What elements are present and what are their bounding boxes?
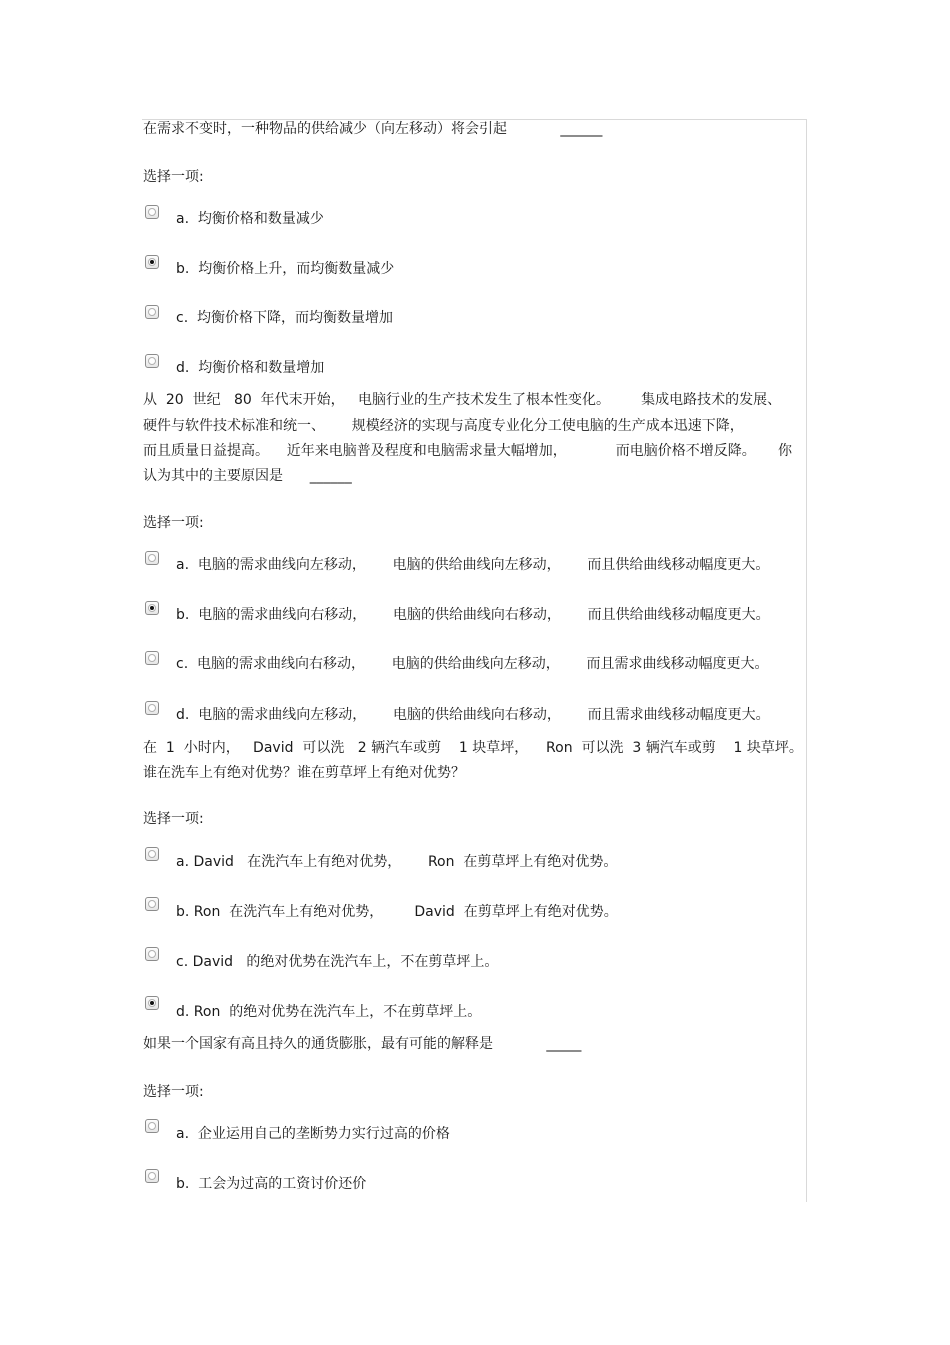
q2-option-c-label: c. 电脑的需求曲线向右移动， 电脑的供给曲线向左移动， 而且需求曲线移动幅度更大。 xyxy=(176,656,769,672)
q2-option-b-label: b. 电脑的需求曲线向右移动， 电脑的供给曲线向右移动， 而且供给曲线移动幅度更大。 xyxy=(176,607,770,623)
q4-option-a-radio[interactable] xyxy=(145,1119,159,1133)
question-2-text-line-4: 认为其中的主要原因是 ______ xyxy=(143,468,352,484)
q4-option-b-label: b. 工会为过高的工资讨价还价 xyxy=(176,1176,367,1192)
q1-option-b-label: b. 均衡价格上升，而均衡数量减少 xyxy=(176,261,395,277)
question-4-text: 如果一个国家有高且持久的通货膨胀，最有可能的解释是 _____ xyxy=(143,1036,582,1052)
q2-option-b-radio[interactable] xyxy=(145,601,159,615)
q4-option-b-radio[interactable] xyxy=(145,1169,159,1183)
question-1-prompt: 选择一项: xyxy=(143,169,204,185)
question-2-text-line-3: 而且质量日益提高。 近年来电脑普及程度和电脑需求量大幅增加， 而电脑价格不增反降。 你 xyxy=(143,443,793,459)
q4-option-a-label: a. 企业运用自己的垄断势力实行过高的价格 xyxy=(176,1126,450,1142)
q3-option-c-label: c. David 的绝对优势在洗汽车上，不在剪草坪上。 xyxy=(176,954,499,970)
q3-option-c-radio[interactable] xyxy=(145,947,159,961)
question-2-text-line-2: 硬件与软件技术标准和统一、 规模经济的实现与高度专业化分工使电脑的生产成本迅速下降， xyxy=(143,418,744,434)
q1-option-c-label: c. 均衡价格下降，而均衡数量增加 xyxy=(176,310,394,326)
q1-option-d-radio[interactable] xyxy=(145,354,159,368)
q1-option-c-radio[interactable] xyxy=(145,305,159,319)
question-2-prompt: 选择一项: xyxy=(143,515,204,531)
question-3-text-line-1: 在 1 小时内， David 可以洗 2 辆汽车或剪 1 块草坪， Ron 可以洗 3 辆汽车或剪 1 块草坪。 xyxy=(143,740,803,756)
q1-option-a-label: a. 均衡价格和数量减少 xyxy=(176,211,324,227)
question-3-text-line-2: 谁在洗车上有绝对优势？谁在剪草坪上有绝对优势？ xyxy=(143,765,465,781)
q3-option-a-radio[interactable] xyxy=(145,847,159,861)
q2-option-a-radio[interactable] xyxy=(145,551,159,565)
q1-option-b-radio[interactable] xyxy=(145,255,159,269)
q3-option-a-label: a. David 在洗汽车上有绝对优势， Ron 在剪草坪上有绝对优势。 xyxy=(176,854,618,870)
q2-option-d-radio[interactable] xyxy=(145,701,159,715)
question-3-prompt: 选择一项: xyxy=(143,811,204,827)
q3-option-d-radio[interactable] xyxy=(145,996,159,1010)
q3-option-d-label: d. Ron 的绝对优势在洗汽车上，不在剪草坪上。 xyxy=(176,1004,482,1020)
question-2-text-line-1: 从 20 世纪 80 年代末开始， 电脑行业的生产技术发生了根本性变化。 集成电路技术的发展、 xyxy=(143,392,782,408)
q1-option-d-label: d. 均衡价格和数量增加 xyxy=(176,360,325,376)
question-1-text: 在需求不变时，一种物品的供给减少（向左移动）将会引起 ______ xyxy=(143,121,603,137)
q2-option-d-label: d. 电脑的需求曲线向左移动， 电脑的供给曲线向右移动， 而且需求曲线移动幅度更大。 xyxy=(176,707,770,723)
q3-option-b-radio[interactable] xyxy=(145,897,159,911)
question-4-prompt: 选择一项: xyxy=(143,1084,204,1100)
q3-option-b-label: b. Ron 在洗汽车上有绝对优势， David 在剪草坪上有绝对优势。 xyxy=(176,904,618,920)
q2-option-c-radio[interactable] xyxy=(145,651,159,665)
q1-option-a-radio[interactable] xyxy=(145,205,159,219)
q2-option-a-label: a. 电脑的需求曲线向左移动， 电脑的供给曲线向左移动， 而且供给曲线移动幅度更大。 xyxy=(176,557,770,573)
